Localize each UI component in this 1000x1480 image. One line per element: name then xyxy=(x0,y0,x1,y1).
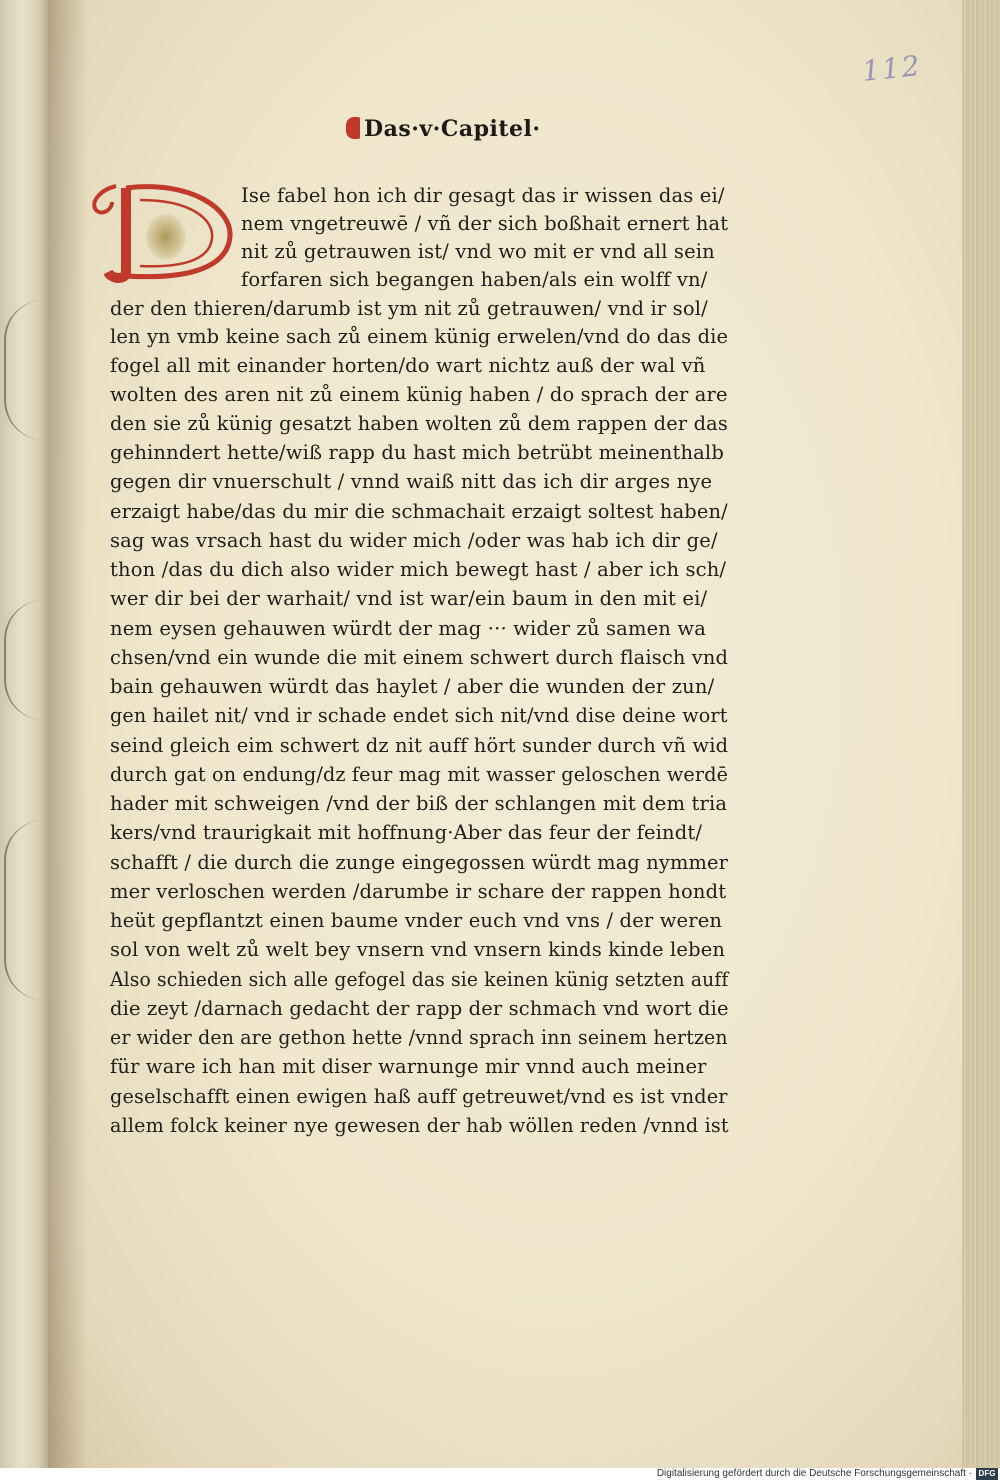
chapter-heading xyxy=(346,116,541,142)
text-line: fogel all mit einander horten/do wart nichtz auß der wal vñ xyxy=(110,354,706,377)
previous-page-edge xyxy=(0,0,48,1468)
text-line: schafft / die durch die zunge eingegossen würdt mag nymmer xyxy=(110,851,729,874)
text-line: gegen dir vnuerschult / vnnd waiß nitt das ich dir arges nye xyxy=(110,470,713,493)
text-line: er wider den are gethon hette /vnnd sprach inn seinem hertzen xyxy=(110,1026,728,1049)
text-line: sag was vrsach hast du wider mich /oder was hab ich dir ge/ xyxy=(110,529,718,552)
text-line: den sie zů künig gesatzt haben wolten zů dem rappen der das xyxy=(110,412,728,435)
text-line: len yn vmb keine sach zů einem künig erwelen/vnd do das die xyxy=(110,325,729,348)
text-line: wolten des aren nit zů einem künig haben / do sprach der are xyxy=(110,383,728,406)
text-line: mer verloschen werden /darumbe ir schare der rappen hondt xyxy=(110,880,727,903)
text-line: nem eysen gehauwen würdt der mag ··· wider zů samen wa xyxy=(110,617,706,640)
text-line: nem vngetreuwē / vñ der sich boßhait ernert hat xyxy=(241,212,729,235)
text-line: der den thieren/darumb ist ym nit zů getrauwen/ vnd ir sol/ xyxy=(110,297,708,320)
text-line: durch gat on endung/dz feur mag mit wasser geloschen werdē xyxy=(110,763,729,786)
woodcut-fragment xyxy=(4,300,46,440)
chapter-heading-text: Das·v·Capitel· xyxy=(364,116,541,142)
text-line: thon /das du dich also wider mich bewegt hast / aber ich sch/ xyxy=(110,558,727,581)
text-line: Ise fabel hon ich dir gesagt das ir wissen das ei/ xyxy=(241,184,725,207)
dfg-logo: DFG xyxy=(976,1468,998,1480)
page-stack-edge xyxy=(962,0,1000,1468)
text-line: die zeyt /darnach gedacht der rapp der schmach vnd wort die xyxy=(110,997,729,1020)
folio-number: 112 xyxy=(860,48,924,89)
text-line: gehinndert hette/wiß rapp du hast mich betrübt meinenthalb xyxy=(110,441,724,464)
text-line: heüt gepflantzt einen baume vnder euch vnd vns / der weren xyxy=(110,909,723,932)
text-line: bain gehauwen würdt das haylet / aber die wunden der zun/ xyxy=(110,675,715,698)
woodcut-fragment xyxy=(4,820,46,1000)
text-line: hader mit schweigen /vnd der biß der schlangen mit dem tria xyxy=(110,792,728,815)
text-line: seind gleich eim schwert dz nit auff hört sunder durch vñ wid xyxy=(110,734,729,757)
text-line: gen hailet nit/ vnd ir schade endet sich nit/vnd dise deine wort xyxy=(110,704,728,727)
initial-letter-text: D xyxy=(82,180,83,181)
text-line: geselschafft einen ewigen haß auff getreuwet/vnd es ist vnder xyxy=(110,1085,728,1108)
text-line: erzaigt habe/das du mir die schmachait erzaigt soltest haben/ xyxy=(110,500,728,523)
paper-stain xyxy=(146,214,186,260)
text-line: Also schieden sich alle gefogel das sie keinen künig setzten auff xyxy=(110,968,729,991)
text-line: kers/vnd traurigkait mit hoffnung·Aber das feur der feindt/ xyxy=(110,821,703,844)
text-line: allem folck keiner nye gewesen der hab wöllen reden /vnnd ist xyxy=(110,1114,729,1137)
text-line: sol von welt zů welt bey vnsern vnd vnsern kinds kinde leben xyxy=(110,938,726,961)
funding-credit: Digitalisierung gefördert durch die Deutsche Forschungsgemeinschaft · xyxy=(656,1468,972,1479)
text-line: für ware ich han mit diser warnunge mir vnnd auch meiner xyxy=(110,1055,707,1078)
text-line: chsen/vnd ein wunde die mit einem schwert durch flaisch vnd xyxy=(110,646,729,669)
text-line: forfaren sich begangen haben/als ein wolff vn/ xyxy=(241,268,708,291)
woodcut-fragment xyxy=(4,600,46,720)
text-line: nit zů getrauwen ist/ vnd wo mit er vnd all sein xyxy=(241,240,715,263)
text-line: wer dir bei der warhait/ vnd ist war/ein baum in den mit ei/ xyxy=(110,587,708,610)
pilcrow-mark xyxy=(346,117,360,139)
